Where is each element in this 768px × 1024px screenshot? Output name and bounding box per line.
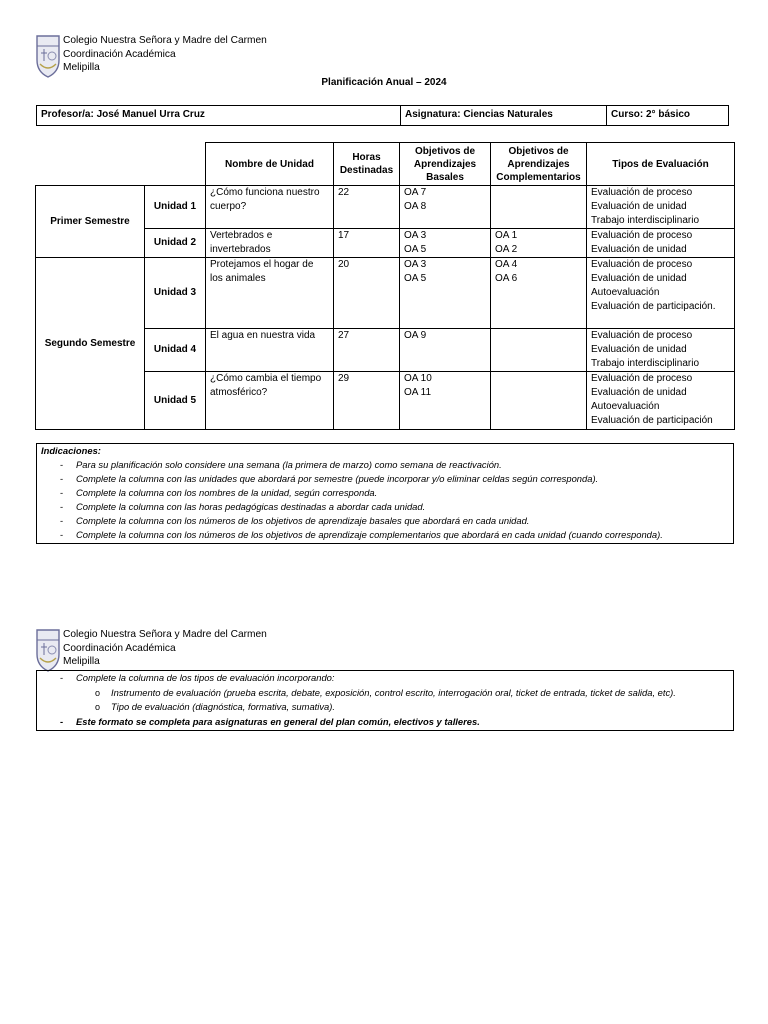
- header-basal: Objetivos de Aprendizajes Basales: [400, 143, 491, 186]
- hours-cell: 20: [334, 258, 400, 329]
- list-item: - Este formato se completa para asignaturas en general del plan común, electivos y talleres.: [41, 715, 729, 730]
- evaluation-cell: Evaluación de proceso Evaluación de unidad Autoevaluación Evaluación de participación.: [587, 258, 735, 329]
- table-header-row: [36, 143, 735, 186]
- info-box: [36, 105, 729, 126]
- hours-cell: 29: [334, 372, 400, 430]
- dash-bullet: -: [60, 473, 64, 484]
- hours-cell: 27: [334, 329, 400, 372]
- evaluation-cell: Evaluación de proceso Evaluación de unidad Autoevaluación Evaluación de participación: [587, 372, 735, 430]
- indications-continued-box: [36, 670, 734, 731]
- basal-cell: OA 9: [400, 329, 491, 372]
- school-name: Colegio Nuestra Señora y Madre del Carmen: [63, 35, 267, 46]
- city-name: Melipilla: [63, 62, 100, 73]
- list-item: - Complete la columna de los tipos de evaluación incorporando: o Instrumento de evaluación (prueba escrita, debate, exposición, control escrito, interrogación oral, ticket de entrada, ticket de salida, etc). o Tipo de evaluación (diagnóstica, formativa, sumativa).: [41, 671, 729, 715]
- dash-bullet: -: [60, 487, 64, 498]
- header-unit-name: Nombre de Unidad: [206, 143, 334, 186]
- unit-name-cell: ¿Cómo cambia el tiempo atmosférico?: [206, 372, 334, 430]
- dash-bullet: -: [60, 715, 64, 727]
- header-evaluation: Tipos de Evaluación: [587, 143, 735, 186]
- city-name: Melipilla: [63, 656, 100, 667]
- blank-cell: [36, 143, 145, 186]
- unit-name-cell: ¿Cómo funciona nuestro cuerpo?: [206, 186, 334, 229]
- semester-1-cell: Primer Semestre: [36, 186, 145, 258]
- table-row: [36, 186, 735, 229]
- planning-table: [35, 142, 735, 430]
- subject-cell: Asignatura: Ciencias Naturales: [401, 106, 607, 125]
- evaluation-cell: Evaluación de proceso Evaluación de unidad: [587, 229, 735, 258]
- unit-name-cell: Protejamos el hogar de los animales: [206, 258, 334, 329]
- document-title: Planificación Anual – 2024: [321, 77, 447, 88]
- list-item: - Complete la columna con los números de los objetivos de aprendizaje complementarios que abordará en cada unidad (cuando corresponda).: [60, 529, 663, 540]
- list-item: - Para su planificación solo considere una semana (la primera de marzo) como semana de reactivación.: [60, 459, 502, 470]
- header-hours: Horas Destinadas: [334, 143, 400, 186]
- school-info: [63, 34, 267, 75]
- basal-cell: OA 3 OA 5: [400, 229, 491, 258]
- complementary-cell: OA 1 OA 2: [491, 229, 587, 258]
- indications-continued-list: [41, 671, 729, 729]
- school-crest-logo: [34, 628, 62, 672]
- unit-label: Unidad 4: [145, 329, 206, 372]
- basal-cell: OA 10 OA 11: [400, 372, 491, 430]
- unit-name-cell: El agua en nuestra vida: [206, 329, 334, 372]
- header-complementary: Objetivos de Aprendizajes Complementarios: [491, 143, 587, 186]
- dash-bullet: -: [60, 529, 64, 540]
- complementary-cell: [491, 186, 587, 229]
- unit-label: Unidad 1: [145, 186, 206, 229]
- sub-list-item: o Tipo de evaluación (diagnóstica, formativa, sumativa).: [41, 700, 729, 715]
- hours-cell: 22: [334, 186, 400, 229]
- evaluation-sub-list: [41, 686, 729, 715]
- hours-cell: 17: [334, 229, 400, 258]
- sub-list-item: o Instrumento de evaluación (prueba escrita, debate, exposición, control escrito, interrogación oral, ticket de entrada, ticket de salida, etc).: [41, 686, 729, 701]
- indications-title: Indicaciones:: [41, 445, 101, 456]
- teacher-cell: Profesor/a: José Manuel Urra Cruz: [37, 106, 401, 125]
- semester-2-cell: Segundo Semestre: [36, 258, 145, 430]
- unit-name-cell: Vertebrados e invertebrados: [206, 229, 334, 258]
- evaluation-cell: Evaluación de proceso Evaluación de unidad Trabajo interdisciplinario: [587, 329, 735, 372]
- indications-box: [36, 443, 734, 544]
- list-item: - Complete la columna con los números de los objetivos de aprendizaje basales que abordará en cada unidad.: [60, 515, 530, 526]
- unit-label: Unidad 5: [145, 372, 206, 430]
- dash-bullet: -: [60, 459, 64, 470]
- department-name: Coordinación Académica: [63, 642, 176, 654]
- dash-bullet: -: [60, 672, 64, 683]
- school-crest-logo: [34, 34, 62, 78]
- list-item: - Complete la columna con los nombres de la unidad, según corresponda.: [60, 487, 378, 498]
- circle-bullet: o: [95, 702, 101, 712]
- blank-cell: [145, 143, 206, 186]
- school-info: [63, 628, 267, 669]
- evaluation-cell: Evaluación de proceso Evaluación de unidad Trabajo interdisciplinario: [587, 186, 735, 229]
- list-item: - Complete la columna con las horas pedagógicas destinadas a abordar cada unidad.: [60, 501, 426, 512]
- unit-label: Unidad 2: [145, 229, 206, 258]
- dash-bullet: -: [60, 515, 64, 526]
- basal-cell: OA 3 OA 5: [400, 258, 491, 329]
- table-row: [36, 258, 735, 329]
- unit-label: Unidad 3: [145, 258, 206, 329]
- dash-bullet: -: [60, 501, 64, 512]
- department-name: Coordinación Académica: [63, 48, 176, 60]
- basal-cell: OA 7 OA 8: [400, 186, 491, 229]
- indications-list: [41, 458, 729, 542]
- list-item: - Complete la columna con las unidades que abordará por semestre (puede incorporar y/o eliminar celdas según corresponda).: [60, 473, 599, 484]
- school-name: Colegio Nuestra Señora y Madre del Carmen: [63, 629, 267, 640]
- complementary-cell: [491, 372, 587, 430]
- complementary-cell: [491, 329, 587, 372]
- grade-cell: Curso: 2° básico: [611, 109, 691, 120]
- circle-bullet: o: [95, 687, 101, 698]
- complementary-cell: OA 4 OA 6: [491, 258, 587, 329]
